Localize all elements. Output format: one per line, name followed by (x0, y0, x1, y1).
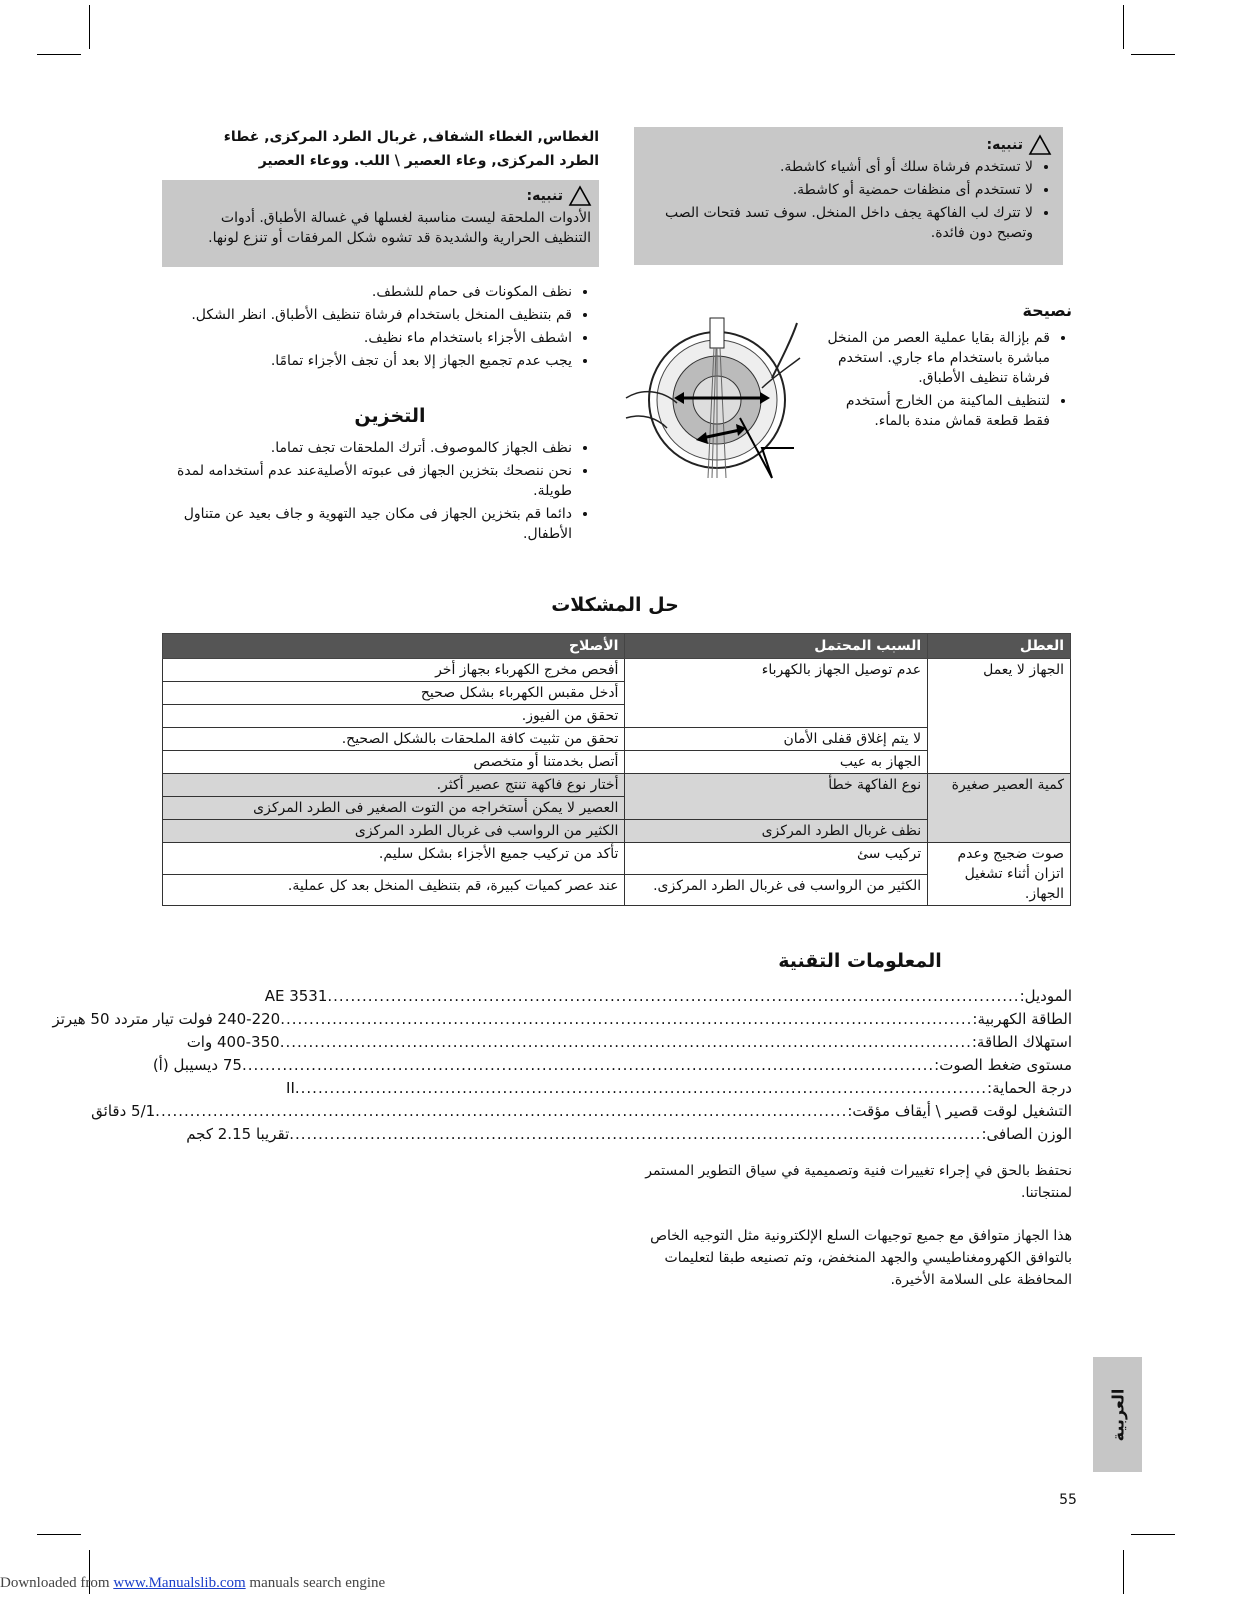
troubleshooting-table (162, 633, 1071, 906)
page-number: 55 (1059, 1492, 1077, 1508)
right-warning-heading (644, 135, 1051, 155)
spec-row (186, 1031, 1072, 1054)
specs-heading: المعلومات التقنية (778, 950, 942, 972)
list-item: • يجب عدم تجميع الجهاز إلا بعد أن تجف الأجزاء تمامًا. (168, 351, 572, 371)
left-warning-box (162, 180, 599, 267)
table-row (163, 774, 1071, 797)
tip-heading: نصيحة (1022, 301, 1072, 320)
crop-mark (37, 1534, 81, 1535)
list-item: • اشطف الأجزاء باستخدام ماء نظيف. (168, 328, 572, 348)
spec-label: درجة الحماية: (987, 1079, 1072, 1097)
list-item: • قم بإزالة بقايا عملية العصر من المنخل مباشرة باستخدام ماء جاري. استخدم فرشاة تنظيف الأطباق. (822, 328, 1050, 388)
spec-value: 5/1 دقائق (91, 1102, 156, 1120)
spec-value: تقريبا 2.15 كجم (186, 1125, 290, 1143)
storage-heading: التخزين (354, 405, 426, 427)
spec-row (52, 1008, 1072, 1031)
list-item: • نظف الجهاز كالموصوف. أترك الملحقات تجف تماما. (160, 438, 572, 458)
crop-mark (1131, 54, 1175, 55)
remedy-cell: أختار نوع فاكهة تنتج عصير أكثر. (163, 774, 625, 797)
remedy-cell: أتصل بخدمتنا أو متخصص (163, 751, 625, 774)
spec-row (286, 1077, 1072, 1100)
list-item: • لتنظيف الماكينة من الخارج أستخدم فقط قطعة قماش مندة بالماء. (822, 391, 1050, 431)
spec-label: التشغيل لوقت قصير \ أيقاف مؤقت: (847, 1102, 1072, 1120)
cause-cell: نظف غربال الطرد المركزى (625, 820, 928, 843)
spec-row (91, 1100, 1072, 1123)
problem-cell: كمية العصير صغيرة (928, 774, 1071, 843)
spec-value: 240-220 فولت تيار متردد 50 هيرتز (52, 1010, 281, 1028)
specs-list (52, 985, 1072, 1146)
remedy-cell: الكثير من الرواسب فى غربال الطرد المركزى (163, 820, 625, 843)
remedy-cell: أدخل مقبس الكهرباء بشكل صحيح (163, 682, 625, 705)
list-item: • قم بتنظيف المنخل باستخدام فرشاة تنظيف الأطباق. انظر الشكل. (168, 305, 572, 325)
list-item: • دائما قم بتخزين الجهاز فى مكان جيد التهوية و جاف بعيد عن متناول الأطفال. (160, 504, 572, 544)
sieve-cleaning-illustration (622, 318, 818, 486)
download-footer (0, 1575, 385, 1592)
warning-triangle-icon (1029, 135, 1051, 155)
spec-leader-dots: ........................................................................................................................ (294, 1079, 988, 1097)
spec-label: استهلاك الطاقة: (971, 1033, 1072, 1051)
spec-row (264, 985, 1072, 1008)
spec-row (186, 1123, 1072, 1146)
crop-mark (1123, 1550, 1124, 1594)
specs-note-compliance: هذا الجهاز متوافق مع جميع توجيهات السلع الإلكترونية مثل التوجيه الخاص بالتوافق الكهرومغناطيسي والجهد المنخفض، وتم تصنيعه طبقا لتعليمات المحافظة على السلامة الأخيرة. (650, 1228, 1072, 1288)
spec-leader-dots: ........................................................................................................................ (155, 1102, 848, 1120)
cause-cell: نوع الفاكهة خطأ (625, 774, 928, 820)
remedy-cell: العصير لا يمكن أستخراجه من التوت الصغير فى الطرد المركزى (163, 797, 625, 820)
spec-row (152, 1054, 1072, 1077)
warning-title: تنبيه: (986, 137, 1023, 153)
left-warning-heading (170, 186, 591, 206)
language-tab (1093, 1357, 1142, 1472)
footer-prefix: Downloaded from (0, 1575, 114, 1591)
spec-leader-dots: ........................................................................................................................ (241, 1056, 935, 1074)
warning-text: الأدوات الملحقة ليست مناسبة لغسلها في غسالة الأطباق. أدوات التنظيف الحرارية والشديدة قد تشوه شكل المرفقات أو تنزع لونها. (208, 210, 591, 246)
list-item: • نحن ننصحك بتخزين الجهاز فى عبوته الأصليةعند عدم أستخدامه لمدة طويلة. (160, 461, 572, 501)
spec-value: II (286, 1079, 295, 1097)
spec-label: الوزن الصافى: (981, 1125, 1072, 1143)
spec-leader-dots: ........................................................................................................................ (327, 987, 1020, 1005)
warning-triangle-icon (569, 186, 591, 206)
spec-leader-dots: ........................................................................................................................ (279, 1033, 972, 1051)
cause-cell: الكثير من الرواسب فى غربال الطرد المركزى. (625, 874, 928, 906)
remedy-cell: تحقق من الفيوز. (163, 705, 625, 728)
language-tab-label: العربية (1108, 1388, 1127, 1441)
troubleshooting-heading: حل المشكلات (551, 594, 679, 616)
spec-value: 75 ديسيبل (أ) (152, 1056, 242, 1074)
right-warning-box (634, 127, 1063, 265)
cleaning-intro: الغطاس, الغطاء الشفاف, غربال الطرد المركزى, غطاء الطرد المركزى, وعاء العصير \ اللب. ووعاء العصير (223, 129, 599, 169)
cause-cell: لا يتم إغلاق قفلى الأمان (625, 728, 928, 751)
spec-leader-dots: ........................................................................................................................ (289, 1125, 982, 1143)
cleaning-steps-list (168, 282, 594, 374)
spec-label: الموديل: (1019, 987, 1072, 1005)
remedy-cell: أفحص مخرج الكهرباء بجهاز أخر (163, 659, 625, 682)
list-item: • نظف المكونات فى حمام للشطف. (168, 282, 572, 302)
table-header-row (163, 634, 1071, 659)
warning-title: تنبيه: (526, 188, 563, 204)
spec-leader-dots: ........................................................................................................................ (280, 1010, 973, 1028)
spec-value: AE 3531 (264, 987, 328, 1005)
specs-note-development: نحتفظ بالحق في إجراء تغييرات فنية وتصميمية في سياق التطوير المستمر لمنتجاتنا. (645, 1163, 1072, 1201)
column-header: العطل (928, 634, 1071, 659)
spec-value: 400-350 وات (186, 1033, 280, 1051)
manualslib-link[interactable]: www.Manualslib.com (113, 1575, 246, 1591)
storage-list (160, 438, 594, 547)
warning-list (644, 157, 1051, 243)
footer-suffix: manuals search engine (245, 1575, 386, 1591)
list-item: • لا تترك لب الفاكهة يجف داخل المنخل. سوف تسد فتحات الصب وتصبح دون فائدة. (644, 203, 1033, 243)
remedy-cell: عند عصر كميات كبيرة، قم بتنظيف المنخل بعد كل عملية. (163, 874, 625, 906)
list-item: • لا تستخدم فرشاة سلك أو أى أشياء كاشطة. (644, 157, 1033, 177)
crop-mark (89, 5, 90, 49)
table-row (163, 659, 1071, 682)
column-header: السبب المحتمل (625, 634, 928, 659)
problem-cell: الجهاز لا يعمل (928, 659, 1071, 774)
column-header: الأصلاح (163, 634, 625, 659)
remedy-cell: تحقق من تثبيت كافة الملحقات بالشكل الصحيح. (163, 728, 625, 751)
table-row (163, 843, 1071, 875)
spec-label: مستوى ضغط الصوت: (934, 1056, 1072, 1074)
cause-cell: عدم توصيل الجهاز بالكهرباء (625, 659, 928, 728)
problem-cell: صوت ضجيج وعدم اتزان أثناء تشغيل الجهاز. (928, 843, 1071, 906)
spec-label: الطاقة الكهربية: (972, 1010, 1072, 1028)
crop-mark (37, 54, 81, 55)
remedy-cell: تأكد من تركيب جميع الأجزاء بشكل سليم. (163, 843, 625, 875)
crop-mark (1131, 1534, 1175, 1535)
cause-cell: الجهاز به عيب (625, 751, 928, 774)
tip-list (822, 328, 1072, 434)
cause-cell: تركيب سئ (625, 843, 928, 875)
list-item: • لا تستخدم أى منظفات حمضية أو كاشطة. (644, 180, 1033, 200)
crop-mark (1123, 5, 1124, 49)
